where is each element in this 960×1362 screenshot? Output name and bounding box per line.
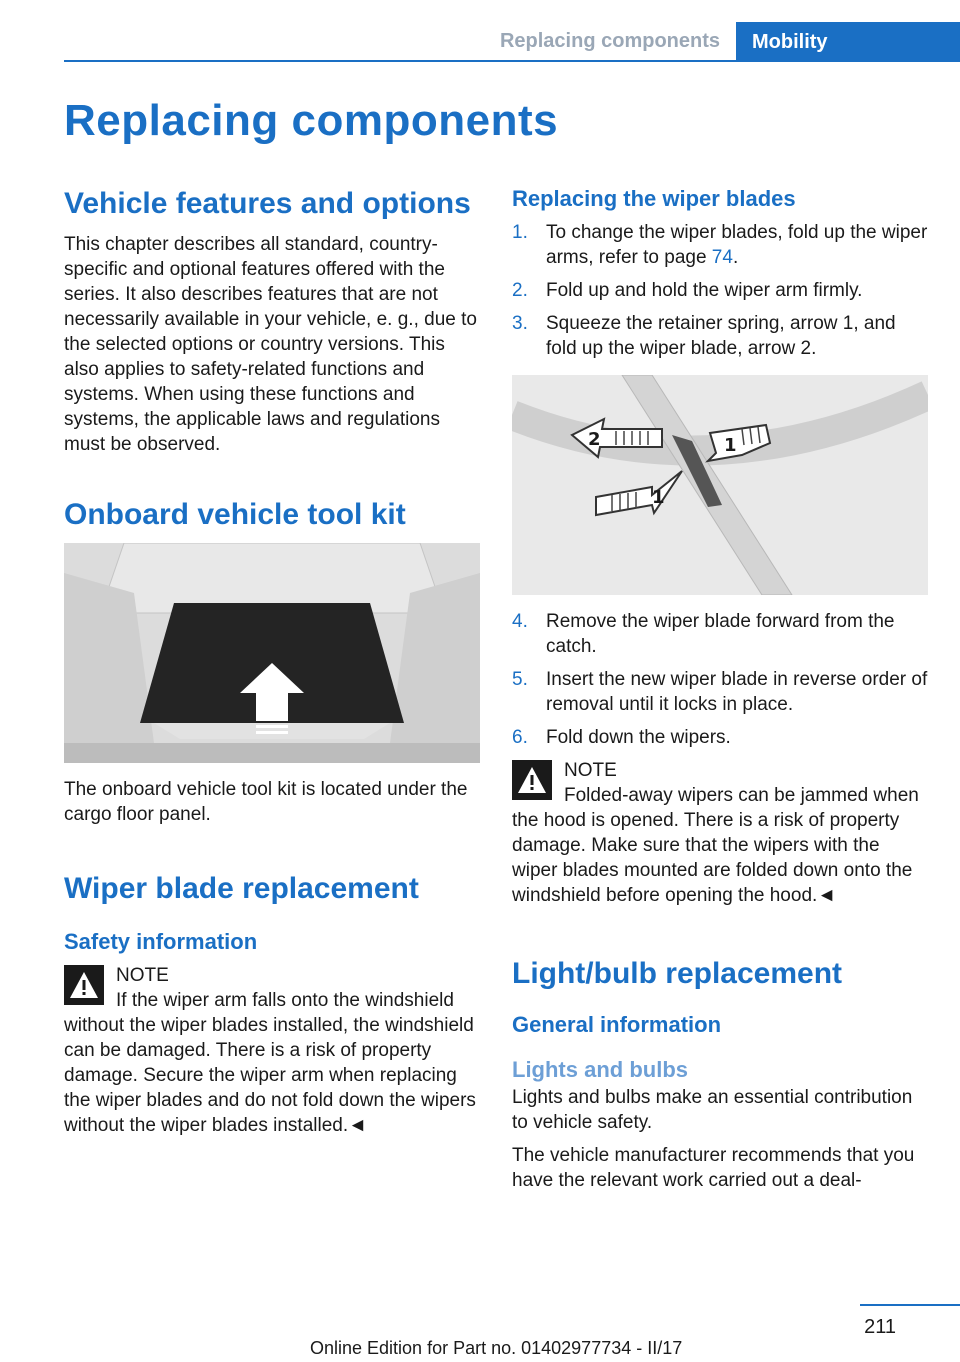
- page-link[interactable]: 74: [711, 247, 733, 269]
- wiper-illustration: [512, 375, 928, 595]
- vehicle-features-heading: Vehicle features and options: [64, 187, 471, 220]
- step-number: 4.: [512, 611, 528, 633]
- note-label: NOTE: [564, 760, 617, 782]
- vehicle-features-text: This chapter describes all standard, country-specific and optional features offered with the series. It also describes features that are not necessarily available in your vehicle, e. g., due to the selected options or country versions. This also applies to safety-related functions and systems. When using these functions and systems, the applicable laws and regulations must be observed.: [64, 234, 477, 455]
- header-section-title: Replacing components: [499, 30, 720, 52]
- step-item: [512, 725, 928, 750]
- step-text: Fold down the wipers.: [546, 727, 731, 749]
- light-text-2: The vehicle manufacturer recommends that you have the relevant work carried out a deal-: [512, 1145, 915, 1192]
- step-text: Remove the wiper blade forward from the catch.: [546, 611, 895, 658]
- tool-kit-heading: Onboard vehicle tool kit: [64, 498, 406, 531]
- replacing-blades-heading: Replacing the wiper blades: [512, 186, 796, 211]
- warning-icon: [64, 965, 104, 1005]
- step-item: [512, 667, 928, 717]
- step-tail: .: [732, 247, 739, 269]
- hood-safety-note: [512, 758, 928, 908]
- wiper-figure: [512, 375, 928, 595]
- wiper-safety-note: [64, 963, 480, 1138]
- light-heading: Light/bulb replacement: [512, 957, 843, 991]
- steps-list-2: [512, 609, 928, 750]
- left-column: [64, 186, 480, 1146]
- step-item: [512, 609, 928, 659]
- general-info-heading: General information: [512, 1012, 722, 1038]
- step-number: 6.: [512, 727, 528, 749]
- note-text: If the wiper arm falls onto the windshield without the wiper blades installed, the windshield can be damaged. There is a risk of property damage. Secure the wiper arm when replacing the wiper blades and do not fold down the wipers without the wiper blades installed.◄: [64, 990, 476, 1137]
- edition-text: Online Edition for Part no. 01402977734 - II/17: [310, 1338, 683, 1358]
- tool-kit-text: The onboard vehicle tool kit is located under the cargo floor panel.: [64, 779, 468, 825]
- step-text: Fold up and hold the wiper arm firmly.: [546, 280, 863, 302]
- step-number: 2.: [512, 280, 528, 302]
- light-text-1: Lights and bulbs make an essential contribution to vehicle safety.: [512, 1087, 913, 1134]
- note-label: NOTE: [116, 965, 169, 987]
- svg-text:1: 1: [652, 487, 665, 509]
- steps-list-1: [512, 220, 928, 361]
- page-title: Replacing components: [64, 96, 559, 145]
- svg-text:2: 2: [588, 429, 601, 451]
- safety-info-heading: Safety information: [64, 929, 258, 954]
- step-number: 1.: [512, 222, 528, 244]
- footer-rule: [860, 1304, 960, 1306]
- right-column: [512, 186, 928, 1201]
- header-rule: [64, 60, 960, 62]
- note-text: Folded-away wipers can be jammed when the hood is opened. There is a risk of property damage. Make sure that the wipers with the wiper blades mounted are folded down onto the windshield before opening the hood.◄: [512, 785, 919, 907]
- lights-bulbs-heading: Lights and bulbs: [512, 1056, 688, 1082]
- step-item: [512, 311, 928, 361]
- step-text: To change the wiper blades, fold up the wiper arms, refer to page: [546, 222, 928, 269]
- step-text: Squeeze the retainer spring, arrow 1, and fold up the wiper blade, arrow 2.: [546, 313, 896, 360]
- trunk-illustration: [64, 543, 480, 763]
- tool-kit-figure: [64, 543, 480, 763]
- svg-text:1: 1: [724, 435, 737, 457]
- step-text: Insert the new wiper blade in reverse order of removal until it locks in place.: [546, 669, 928, 716]
- step-item: [512, 278, 928, 303]
- step-number: 5.: [512, 669, 528, 691]
- header-tab-mobility: Mobility: [736, 22, 960, 62]
- wiper-heading: Wiper blade replacement: [64, 872, 419, 905]
- page-number: 211: [864, 1316, 896, 1338]
- step-item: [512, 220, 928, 270]
- warning-icon: [512, 760, 552, 800]
- step-number: 3.: [512, 313, 528, 335]
